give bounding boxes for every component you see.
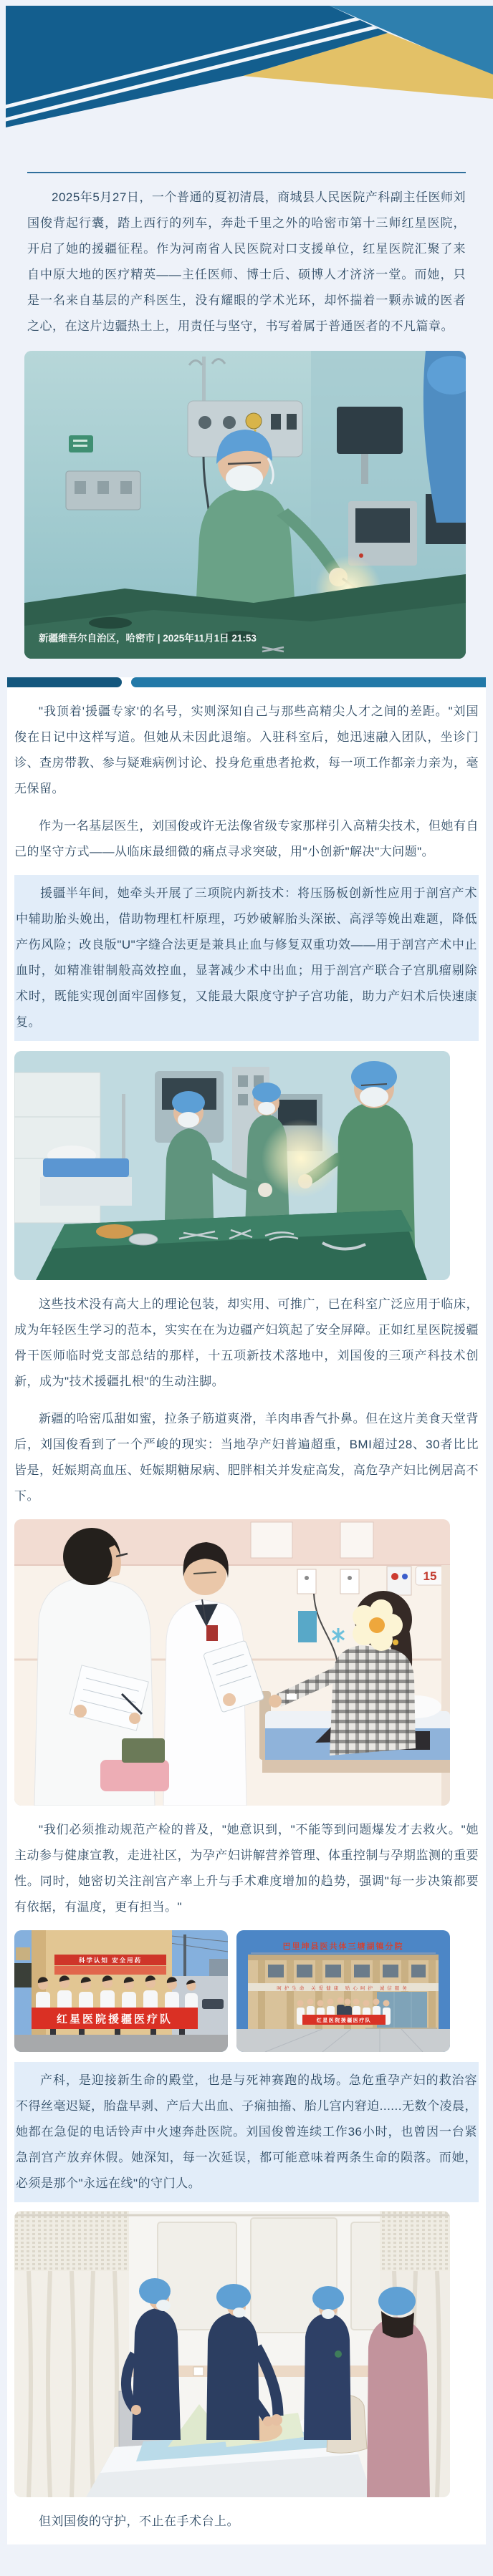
paragraph-local-reality: 新疆的哈密瓜甜如蜜，拉条子筋道爽滑，羊肉串香气扑鼻。但在这片美食天堂背后，刘国俊看到了一个严峻的现实：当地孕产妇普遍超重，BMI超过28、30者比比皆是，妊娠期高血压、妊娠期糖尿病、肥胖相关并发症高发，高危孕产妇比例居高不下。: [14, 1412, 479, 1503]
highlight-panel-techniques: [14, 875, 479, 1041]
paragraph-battlefield: 产科，是迎接新生命的殿堂，也是与死神赛跑的战场。急危重孕产妇的救治容不得丝毫迟疑，胎盘早剥、产后大出血、子痫抽搐、胎儿宫内窘迫......无数个凌晨，她都在急促的电话铃声中火速奔赴医院。刘国俊曾连续工作36小时，也曾因一台紧急剖宫产放弃休假。她深知，每一次延误，都可能意味着两条生命的陨落。而她，必须是那个"永远在线"的守门人。: [16, 2073, 477, 2190]
paragraph-intro: 2025年5月27日，一个普通的夏初清晨，商城县人民医院产科副主任医师刘国俊背起行囊，踏上西行的列车，奔赴千里之外的哈密市第十三师红星医院，开启了她的援疆征程。作为河南省人民医院对口支援单位，红星医院汇聚了来自中原大地的医疗精英——主任医师、博士后、硕博人才济济一堂。而她，只是一名来自基层的产科医生，没有耀眼的学术光环，却怀揣着一颗赤诚的医者之心，在这片边疆热土上，用责任与坚守，书写着属于普通医者的不凡篇章。: [27, 190, 466, 333]
banner-main-text: 红星医院援疆医疗队: [56, 2013, 173, 2025]
photo-watermark: 新疆维吾尔自治区，哈密市 | 2025年11月1日 21:53: [39, 633, 257, 644]
paragraph-quote-diary: "我顶着'援疆专家'的名号，实则深知自己与那些高精尖人才之间的差距。"刘国俊在日记中这样写道。但她从未因此退缩。入驻科室后，她迅速融入团队，坐诊门诊、查房带教、参与疑难病例讨论、投身危重患者抢救，每一项工作都亲力亲为，毫无保留。: [14, 704, 479, 795]
photo-operating-room-1: [24, 351, 466, 659]
divider-bar-dark: [7, 677, 122, 687]
top-divider-line: [27, 172, 466, 173]
paragraph-approach: 作为一名基层医生，刘国俊或许无法像省级专家那样引入高精尖技术，但她有自己的坚守方式——从临床最细微的痛点寻求突破，用"小创新"解决"大问题"。: [14, 819, 479, 858]
building-sign-text: 巴里坤县医共体三塘湖镇分院: [282, 1942, 404, 1951]
room-number: 15: [423, 1569, 437, 1583]
photo-medical-team-banner: [14, 1930, 228, 2052]
photo-bedside-exam: [14, 2211, 450, 2497]
photo-ward-round: [14, 1519, 450, 1806]
chair: [122, 1738, 165, 1763]
section-divider-bar: [7, 677, 486, 687]
highlight-panel-obstetrics: [14, 2062, 479, 2202]
photo-branch-hospital: [236, 1930, 450, 2052]
photo-operating-room-2: [14, 1051, 450, 1280]
paragraph-impact: 这些技术没有高大上的理论包装，却实用、可推广，已在科室广泛应用于临床，成为年轻医生学习的范本，实实在在为边疆产妇筑起了安全屏障。正如红星医院援疆骨干医师临时党支部总结的那样，十五项新技术落地中，刘国俊的三项产科技术创新，成为"技术援疆扎根"的生动注脚。: [14, 1297, 479, 1388]
article-card: [7, 677, 486, 2544]
divider-bar-light: [131, 677, 486, 687]
banner-top-text: 科学认知 安全用药: [78, 1957, 143, 1964]
pink-blanket: [100, 1760, 169, 1791]
header-banner-art: [0, 0, 493, 163]
paragraph-prevention-quote: "我们必须推动规范产检的普及，"她意识到，"不能等到问题爆发才去救火。"她主动参与健康宣教，走进社区，为孕产妇讲解营养管理、体重控制与孕期监测的重要性。同时，她密切关注剖宫产率上升与手术难度增加的趋势，强调"每一步决策都要有依据，有温度，更有担当。": [14, 1823, 479, 1914]
paragraph-three-techniques: 援疆半年间，她牵头开展了三项院内新技术：将压肠板创新性应用于剖宫产术中辅助胎头娩出，借助物理杠杆原理，巧妙破解胎头深嵌、高浮等娩出难题，降低产伤风险；改良版"U"字缝合法更是兼具止血与修复双重功效——用于剖宫产术中止血时，如精准钳制般高效控血，显著减少术中出血；用于剖宫产联合子宫肌瘤剔除术时，既能实现创面牢固修复，又能最大限度守护子宫功能，助力产妇术后快速康复。: [16, 886, 477, 1029]
banner-main-text-small: 红星医院援疆医疗队: [316, 2018, 372, 2023]
outreach-photo-row: [14, 1930, 479, 2052]
paragraph-closing: 但刘国俊的守护，不止在手术台上。: [39, 2514, 239, 2528]
slogan-strip-text: 呵护生命 关爱健康 贴心呵护 诚信服务: [277, 1986, 410, 1991]
intro-section: [0, 172, 493, 659]
